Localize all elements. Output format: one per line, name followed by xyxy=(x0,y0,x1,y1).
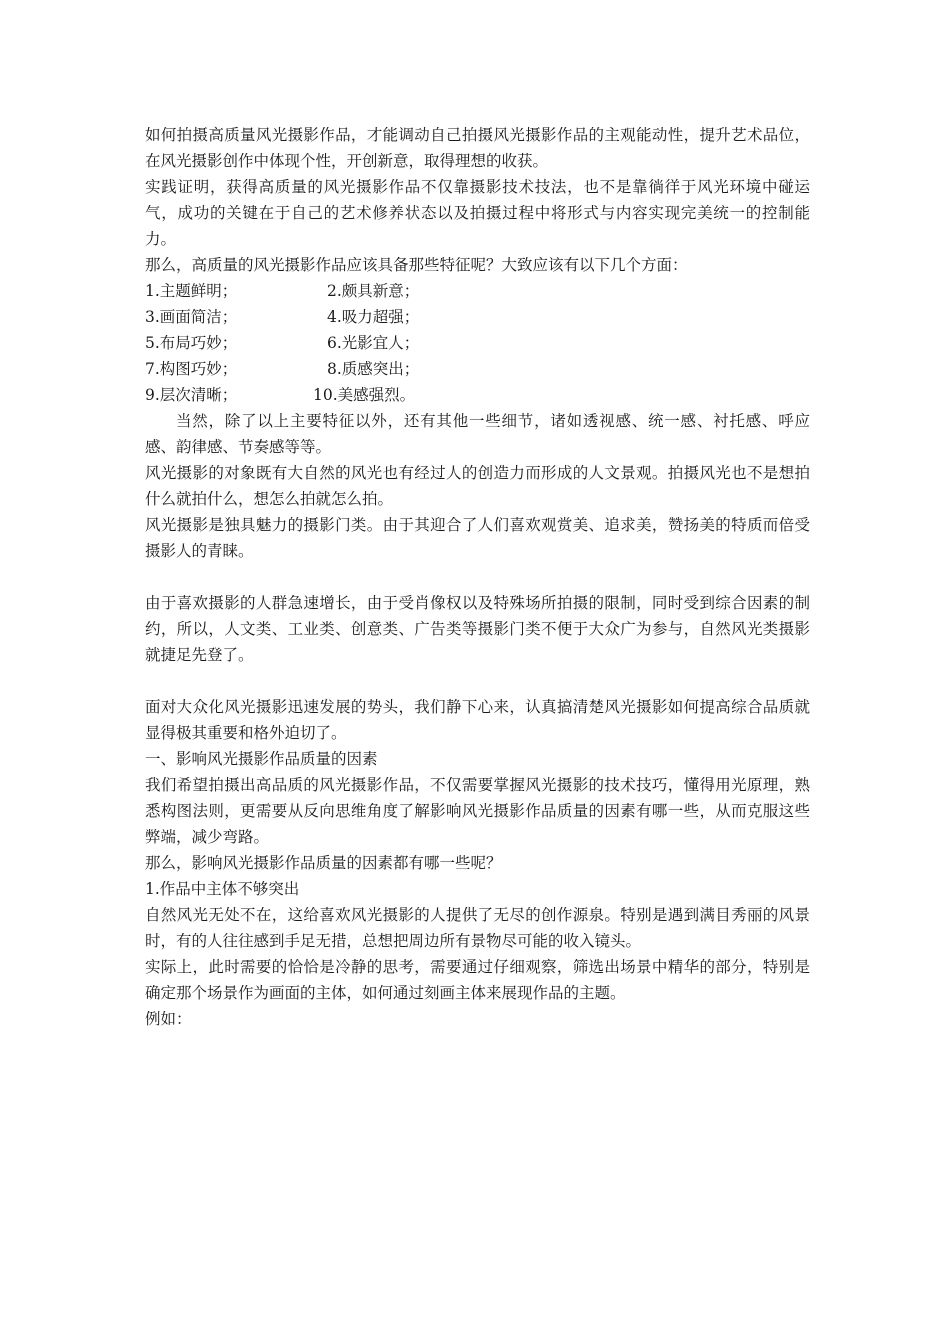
paragraph: 自然风光无处不在，这给喜欢风光摄影的人提供了无尽的创作源泉。特别是遇到满目秀丽的风景时，有的人往往感到手足无措，总想把周边所有景物尽可能的收入镜头。 xyxy=(145,906,810,950)
feature-item: 1.主题鲜明； xyxy=(145,282,238,300)
paragraph: 实际上，此时需要的恰恰是冷静的思考，需要通过仔细观察，筛选出场景中精华的部分，特别是确定那个场景作为画面的主体，如何通过刻画主体来展现作品的主题。 xyxy=(145,958,810,1002)
feature-item: 9.层次清晰； xyxy=(145,386,238,404)
feature-row xyxy=(145,356,810,382)
feature-item: 5.布局巧妙； xyxy=(145,334,238,352)
feature-row xyxy=(145,278,810,304)
paragraph: 那么，高质量的风光摄影作品应该具备那些特征呢？大致应该有以下几个方面： xyxy=(145,256,688,274)
paragraph: 例如： xyxy=(145,1010,192,1028)
feature-row xyxy=(145,304,810,330)
paragraph: 实践证明，获得高质量的风光摄影作品不仅靠摄影技术技法，也不是靠徜徉于风光环境中碰运气，成功的关键在于自己的艺术修养状态以及拍摄过程中将形式与内容实现完美统一的控制能力。 xyxy=(145,178,810,248)
feature-row xyxy=(145,330,810,356)
paragraph: 风光摄影的对象既有大自然的风光也有经过人的创造力而形成的人文景观。拍摄风光也不是想拍什么就拍什么，想怎么拍就怎么拍。 xyxy=(145,464,810,508)
subsection-heading: 1.作品中主体不够突出 xyxy=(145,880,300,898)
feature-item: 6.光影宜人； xyxy=(327,334,420,352)
blank-line xyxy=(145,668,810,694)
feature-item: 8.质感突出； xyxy=(327,360,420,378)
paragraph: 那么，影响风光摄影作品质量的因素都有哪一些呢？ xyxy=(145,854,502,872)
feature-item: 3.画面简洁； xyxy=(145,308,238,326)
document-body xyxy=(145,122,810,1032)
paragraph: 面对大众化风光摄影迅速发展的势头，我们静下心来，认真搞清楚风光摄影如何提高综合品质就显得极其重要和格外迫切了。 xyxy=(145,698,810,742)
blank-line xyxy=(145,564,810,590)
section-heading: 一、影响风光摄影作品质量的因素 xyxy=(145,750,378,768)
feature-item: 2.颇具新意； xyxy=(327,282,420,300)
feature-item: 10.美感强烈。 xyxy=(313,386,416,404)
paragraph: 由于喜欢摄影的人群急速增长，由于受肖像权以及特殊场所拍摄的限制，同时受到综合因素的制约，所以，人文类、工业类、创意类、广告类等摄影门类不便于大众广为参与，自然风光类摄影就捷足先登了。 xyxy=(145,594,810,664)
feature-item: 4.吸力超强； xyxy=(327,308,420,326)
paragraph: 当然，除了以上主要特征以外，还有其他一些细节，诸如透视感、统一感、衬托感、呼应感、韵律感、节奏感等等。 xyxy=(145,412,810,456)
feature-item: 7.构图巧妙； xyxy=(145,360,238,378)
paragraph: 如何拍摄高质量风光摄影作品，才能调动自己拍摄风光摄影作品的主观能动性，提升艺术品位，在风光摄影创作中体现个性，开创新意，取得理想的收获。 xyxy=(145,126,810,170)
paragraph: 风光摄影是独具魅力的摄影门类。由于其迎合了人们喜欢观赏美、追求美，赞扬美的特质而倍受摄影人的青睐。 xyxy=(145,516,810,560)
feature-row xyxy=(145,382,810,408)
paragraph: 我们希望拍摄出高品质的风光摄影作品，不仅需要掌握风光摄影的技术技巧，懂得用光原理，熟悉构图法则，更需要从反向思维角度了解影响风光摄影作品质量的因素有哪一些，从而克服这些弊端，减少弯路。 xyxy=(145,776,810,846)
